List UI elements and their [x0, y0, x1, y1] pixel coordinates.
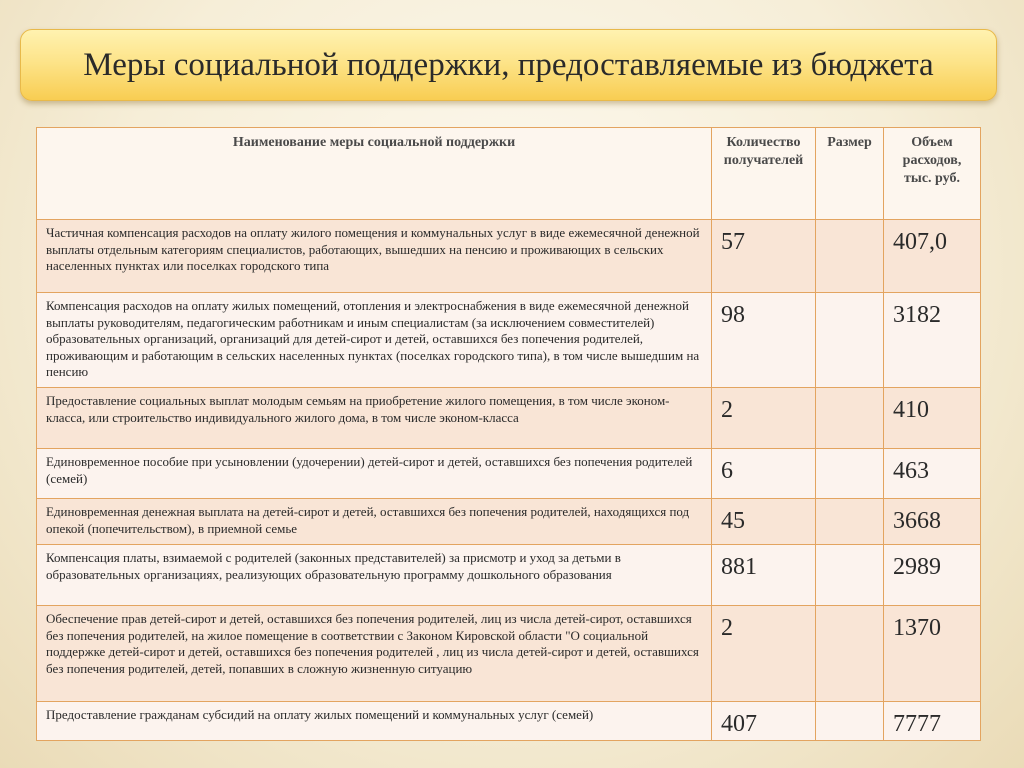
header-size: Размер	[816, 128, 884, 220]
row-name: Компенсация платы, взимаемой с родителей (законных представителей) за присмотр и уход за детьми в образовательных организациях, реализующих образовательную программу дошкольного образования	[37, 545, 712, 606]
header-expense: Объем расходов, тыс. руб.	[884, 128, 981, 220]
table-row	[37, 220, 981, 293]
row-expense: 3668	[884, 499, 981, 545]
row-size	[816, 606, 884, 702]
row-size	[816, 449, 884, 499]
header-name: Наименование меры социальной поддержки	[37, 128, 712, 220]
table-row	[37, 545, 981, 606]
row-count: 98	[712, 293, 816, 388]
row-name: Единовременное пособие при усыновлении (удочерении) детей-сирот и детей, оставшихся без попечения родителей (семей)	[37, 449, 712, 499]
row-expense: 2989	[884, 545, 981, 606]
row-name: Предоставление гражданам субсидий на оплату жилых помещений и коммунальных услуг (семей)	[37, 702, 712, 741]
row-size	[816, 545, 884, 606]
title-banner	[20, 29, 997, 101]
page-title: Меры социальной поддержки, предоставляемые из бюджета	[83, 46, 934, 83]
row-count: 407	[712, 702, 816, 741]
row-name: Единовременная денежная выплата на детей-сирот и детей, оставшихся без попечения родителей, находящихся под опекой (попечительством), в приемной семье	[37, 499, 712, 545]
table-row	[37, 499, 981, 545]
row-size	[816, 702, 884, 741]
row-name: Предоставление социальных выплат молодым семьям на приобретение жилого помещения, в том числе эконом-класса, или строительство индивидуального жилого дома, в том числе эконом-класса	[37, 388, 712, 449]
row-name: Компенсация расходов на оплату жилых помещений, отопления и электроснабжения в виде ежемесячной денежной выплаты руководителям, педагогическим работникам и иным специалистам (за исключением совместителей) образовательных организаций, организаций для детей-сирот и детей, оставшихся без попечения родителей, проживающим и работающим в сельских населенных пунктах (поселках городского типа), в том числе вышедшим на пенсию	[37, 293, 712, 388]
row-expense: 407,0	[884, 220, 981, 293]
row-count: 2	[712, 606, 816, 702]
table-row	[37, 702, 981, 741]
table-row	[37, 606, 981, 702]
header-count: Количество получателей	[712, 128, 816, 220]
table-row	[37, 388, 981, 449]
row-expense: 7777	[884, 702, 981, 741]
row-expense: 3182	[884, 293, 981, 388]
row-name: Частичная компенсация расходов на оплату жилого помещения и коммунальных услуг в виде ежемесячной денежной выплаты отдельным категориям специалистов, работающих, вышедших на пенсию и проживающих в сельских населенных пунктах или поселках городского типа	[37, 220, 712, 293]
row-expense: 463	[884, 449, 981, 499]
row-size	[816, 293, 884, 388]
row-name: Обеспечение прав детей-сирот и детей, оставшихся без попечения родителей, лиц из числа детей-сирот, оставшихся без попечения родителей, на жилое помещение в соответствии с Законом Кировской области "О социальной поддержке детей-сирот и детей, оставшихся без попечения родителей , лиц из числа детей-сирот и детей, оставшихся без попечения родителей, детей, попавших в сложную жизненную ситуацию	[37, 606, 712, 702]
table-row	[37, 449, 981, 499]
row-count: 45	[712, 499, 816, 545]
support-measures-table	[36, 127, 981, 741]
row-size	[816, 220, 884, 293]
row-size	[816, 499, 884, 545]
row-expense: 410	[884, 388, 981, 449]
row-expense: 1370	[884, 606, 981, 702]
row-count: 57	[712, 220, 816, 293]
table-row	[37, 293, 981, 388]
row-count: 6	[712, 449, 816, 499]
row-count: 881	[712, 545, 816, 606]
table-header-row	[37, 128, 981, 220]
row-count: 2	[712, 388, 816, 449]
row-size	[816, 388, 884, 449]
